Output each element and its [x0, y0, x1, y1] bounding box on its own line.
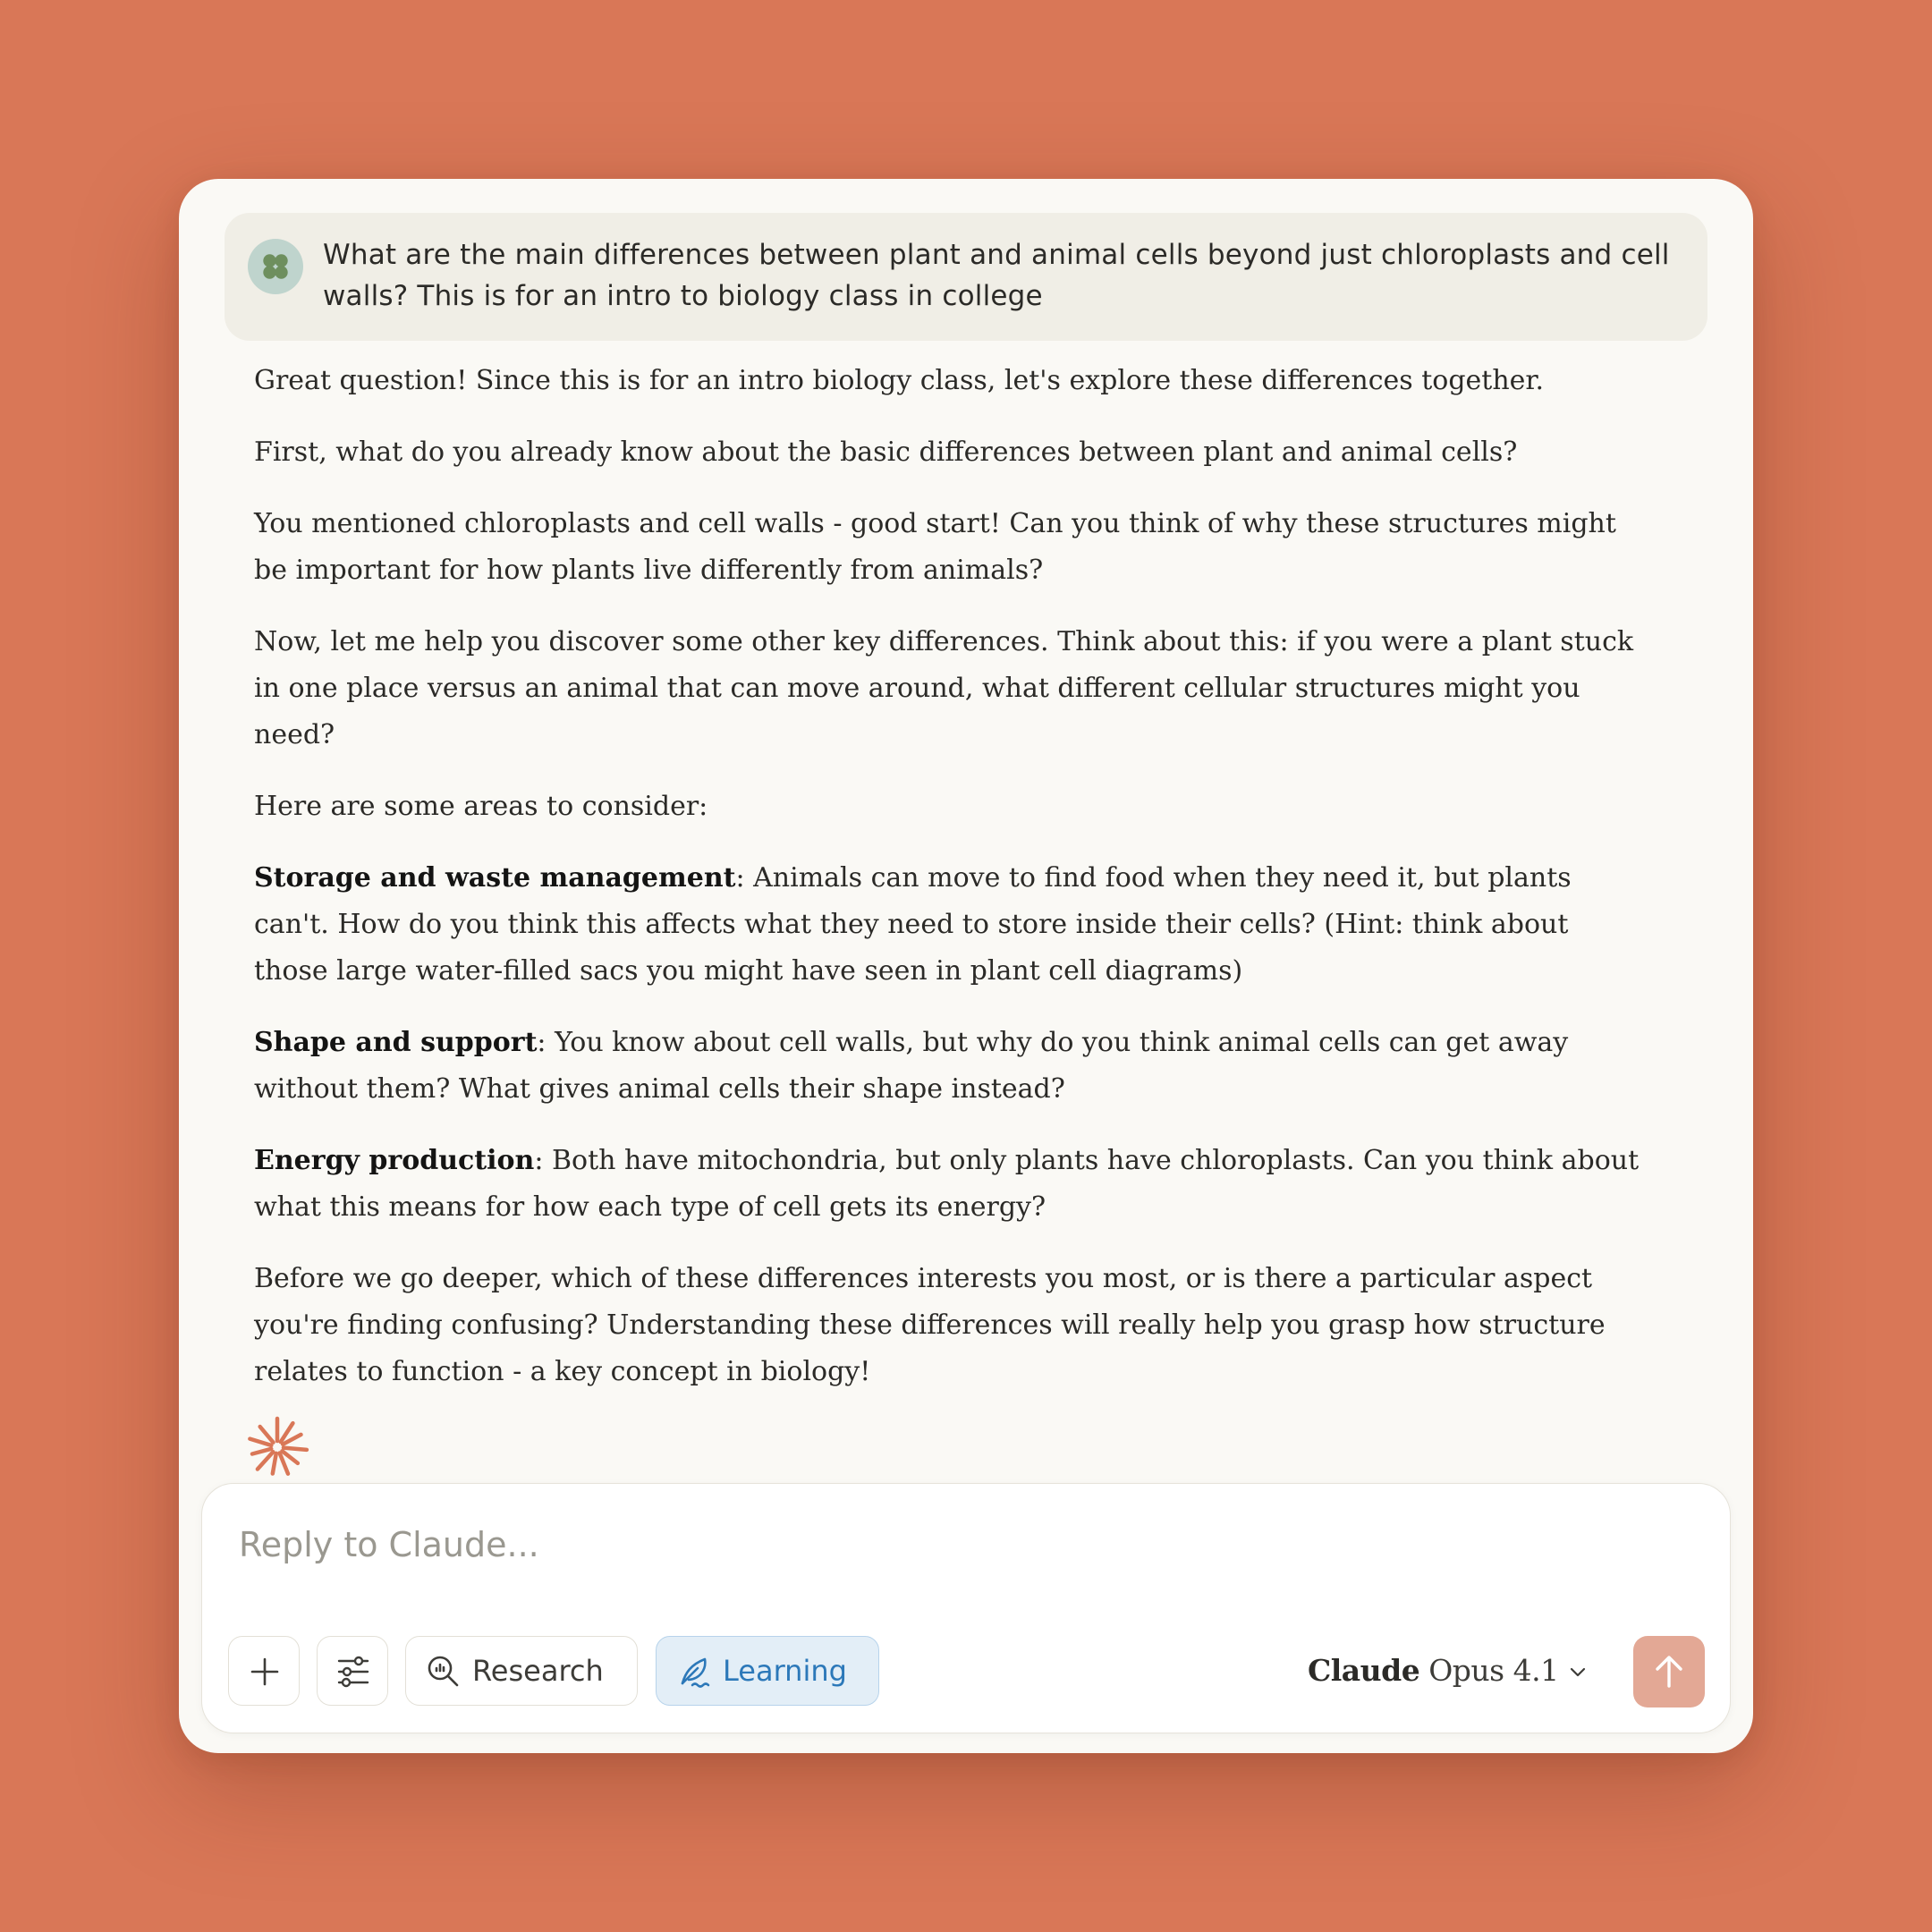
assistant-paragraph: Here are some areas to consider:	[254, 791, 708, 822]
assistant-response	[254, 358, 1649, 1420]
assistant-paragraph: Before we go deeper, which of these differences interests you most, or is there a particular aspect you're finding confusing? Understanding these differences will really help you grasp how structure relates to function - a key concept in biology!	[254, 1263, 1606, 1387]
assistant-paragraph: Now, let me help you discover some other key differences. Think about this: if you were a plant stuck in one place versus an animal that can move around, what different cellular structures might you need?	[254, 626, 1634, 750]
model-version: Opus 4.1	[1428, 1653, 1559, 1688]
model-name	[1308, 1652, 1559, 1690]
energy-text: : Both have mitochondria, but only plants have chloroplasts. Can you think about what this means for how each type of cell gets its energy?	[254, 1145, 1640, 1223]
assistant-paragraph: First, what do you already know about the basic differences between plant and animal cells?	[254, 436, 1518, 468]
research-label: Research	[472, 1654, 604, 1688]
storage-text: : Animals can move to find food when they need it, but plants can't. How do you think this affects what they need to store inside their cells? (Hint: think about those large water-filled sacs you might have seen in plant cell diagrams)	[254, 862, 1572, 987]
add-button[interactable]	[228, 1636, 300, 1706]
arrow-up-icon	[1633, 1636, 1705, 1707]
feather-icon	[674, 1652, 714, 1691]
reply-composer	[201, 1483, 1731, 1733]
send-button[interactable]	[1633, 1636, 1705, 1707]
model-brand: Claude	[1308, 1653, 1420, 1688]
storage-paragraph	[254, 855, 1649, 995]
energy-heading: Energy production	[254, 1145, 535, 1176]
reply-input[interactable]	[239, 1518, 1670, 1572]
assistant-paragraph: Great question! Since this is for an intro biology class, let's explore these differences together.	[254, 365, 1544, 396]
search-icon	[424, 1652, 463, 1691]
chevron-down-icon	[1567, 1663, 1589, 1681]
plus-icon	[229, 1637, 301, 1707]
chat-window	[179, 179, 1753, 1753]
storage-heading: Storage and waste management	[254, 862, 736, 894]
shape-text: : You know about cell walls, but why do you think animal cells can get away without them? What gives animal cells their shape instead?	[254, 1027, 1569, 1105]
settings-button[interactable]	[317, 1636, 388, 1706]
user-message-text: What are the main differences between plant and animal cells beyond just chloroplasts and cell walls? This is for an intro to biology class in college	[323, 239, 1670, 312]
user-message	[225, 213, 1707, 341]
research-button[interactable]	[405, 1636, 638, 1706]
model-selector[interactable]	[1308, 1645, 1576, 1699]
learning-button[interactable]	[656, 1636, 879, 1706]
learning-label: Learning	[723, 1654, 847, 1688]
shape-paragraph	[254, 1020, 1649, 1113]
claude-spark-icon	[245, 1415, 309, 1479]
assistant-paragraph: You mentioned chloroplasts and cell walls - good start! Can you think of why these structures might be important for how plants live differently from animals?	[254, 508, 1616, 586]
sliders-icon	[318, 1637, 389, 1707]
user-avatar	[248, 239, 303, 294]
energy-paragraph	[254, 1138, 1649, 1231]
shape-heading: Shape and support	[254, 1027, 538, 1058]
clover-avatar-icon	[248, 239, 303, 294]
